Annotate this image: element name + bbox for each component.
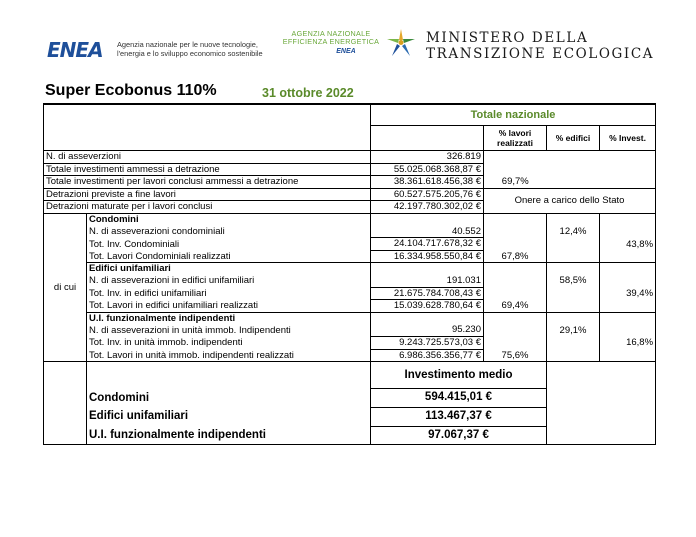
investimento-value: 113.467,37 €: [371, 407, 547, 426]
row-invest: [600, 275, 656, 287]
row-value: 60.527.575.205,76 €: [371, 188, 484, 201]
row-value: 40.552: [371, 226, 484, 238]
section-title-row: [44, 312, 656, 324]
empty-cell: [44, 407, 87, 426]
row-value: 191.031: [371, 275, 484, 287]
col-header-invest: % Invest.: [600, 126, 656, 151]
empty-cell: [547, 312, 600, 324]
investimento-label: Edifici unifamiliari: [87, 407, 371, 426]
row-edifici: [547, 287, 600, 300]
row-invest: 39,4%: [600, 287, 656, 300]
ministero-text: [426, 30, 654, 62]
section-title-row: [44, 263, 656, 275]
col-header-lavori: % lavori realizzati: [484, 126, 547, 151]
page-title: Super Ecobonus 110%: [45, 82, 217, 99]
row-value: 15.039.628.780,64 €: [371, 300, 484, 312]
row-value: 95.230: [371, 324, 484, 336]
enea-logo-mark: ENEA: [47, 38, 103, 62]
table-row: [44, 287, 656, 300]
enea-logo: [47, 38, 263, 62]
empty-cell: [371, 213, 484, 225]
header-row-1: [44, 104, 656, 126]
row-edifici: [547, 300, 600, 312]
top-row-0: [44, 151, 656, 164]
investimento-row: [44, 389, 656, 408]
row-invest: [600, 151, 656, 164]
row-lavori: 75,6%: [484, 349, 547, 362]
table-row: [44, 238, 656, 251]
row-edifici: [547, 151, 600, 164]
investimento-value: 594.415,01 €: [371, 389, 547, 408]
detrazioni-row-0: [44, 188, 656, 201]
row-edifici: 12,4%: [547, 226, 600, 238]
row-label: Tot. Lavori Condominiali realizzati: [87, 250, 371, 262]
row-edifici: 58,5%: [547, 275, 600, 287]
row-lavori: 69,4%: [484, 300, 547, 312]
row-label: Tot. Inv. Condominiali: [87, 238, 371, 251]
table-row: [44, 275, 656, 287]
row-value: 38.361.618.456,38 €: [371, 176, 484, 189]
enea-tagline: Agenzia nazionale per le nuove tecnologie, l'energia e lo sviluppo economico sostenibile: [117, 40, 263, 58]
row-value: 326.819: [371, 151, 484, 164]
row-invest: [600, 349, 656, 362]
table-row: [44, 250, 656, 262]
ministero-line-2: TRANSIZIONE ECOLOGICA: [426, 46, 655, 62]
empty-cell: [547, 263, 600, 275]
ministero-star-icon: [386, 28, 416, 58]
empty-cell: [484, 312, 547, 324]
totale-nazionale-header: Totale nazionale: [371, 104, 656, 126]
row-label: Totale investimenti per lavori conclusi ammessi a detrazione: [44, 176, 371, 189]
row-invest: 43,8%: [600, 238, 656, 251]
ministero-line-1: MINISTERO DELLA: [426, 30, 589, 46]
row-invest: [600, 324, 656, 336]
row-invest: [600, 226, 656, 238]
empty-cell: [547, 426, 656, 445]
empty-cell: [547, 213, 600, 225]
empty-cell: [600, 312, 656, 324]
empty-cell: [547, 362, 656, 389]
onere-note: Onere a carico dello Stato: [484, 188, 656, 213]
empty-cell: [600, 263, 656, 275]
agency-line-1: AGENZIA NAZIONALE: [291, 29, 371, 38]
row-value: 16.334.958.550,84 €: [371, 250, 484, 262]
section-title: U.I. funzionalmente indipendenti: [87, 312, 371, 324]
row-lavori: [484, 324, 547, 336]
top-row-1: [44, 163, 656, 176]
row-lavori: [484, 336, 547, 349]
row-value: 21.675.784.708,43 €: [371, 287, 484, 300]
empty-cell: [547, 407, 656, 426]
ecobonus-table: [43, 103, 656, 445]
row-label: Detrazioni previste a fine lavori: [44, 188, 371, 201]
row-invest: [600, 163, 656, 176]
header-empty-cell: [44, 104, 371, 126]
row-label: Tot. Lavori in edifici unifamiliari realizzati: [87, 300, 371, 312]
report-date: 31 ottobre 2022: [262, 86, 354, 100]
row-edifici: [547, 250, 600, 262]
agency-logo: [276, 30, 386, 55]
table-row: [44, 300, 656, 312]
top-row-2: [44, 176, 656, 189]
row-value: 24.104.717.678,32 €: [371, 238, 484, 251]
row-value: 42.197.780.302,02 €: [371, 201, 484, 214]
col-header-edifici: % edifici: [547, 126, 600, 151]
empty-cell: [484, 213, 547, 225]
row-value: 9.243.725.573,03 €: [371, 336, 484, 349]
row-edifici: [547, 349, 600, 362]
row-invest: [600, 300, 656, 312]
row-lavori: 67,8%: [484, 250, 547, 262]
row-lavori: 69,7%: [484, 176, 547, 189]
empty-cell: [484, 263, 547, 275]
row-label: N. di asseverzioni: [44, 151, 371, 164]
row-lavori: [484, 163, 547, 176]
row-lavori: [484, 238, 547, 251]
row-label: N. di asseverazioni condominiali: [87, 226, 371, 238]
table-row: [44, 226, 656, 238]
row-label: N. di asseverazioni in edifici unifamiliari: [87, 275, 371, 287]
investimento-medio-header: Investimento medio: [371, 362, 547, 389]
table-row: [44, 336, 656, 349]
row-edifici: [547, 176, 600, 189]
row-label: Tot. Lavori in unità immob. indipendenti realizzati: [87, 349, 371, 362]
row-lavori: [484, 275, 547, 287]
empty-cell: [44, 426, 87, 445]
empty-cell: [371, 312, 484, 324]
section-title: Condomini: [87, 213, 371, 225]
empty-cell: [547, 389, 656, 408]
header-row-2: [44, 126, 656, 151]
row-invest: [600, 176, 656, 189]
header-empty-cell-2: [44, 126, 371, 151]
row-edifici: [547, 238, 600, 251]
empty-cell: [44, 389, 87, 408]
investimento-label: U.I. funzionalmente indipendenti: [87, 426, 371, 445]
row-edifici: [547, 336, 600, 349]
empty-cell: [371, 263, 484, 275]
row-value: 6.986.356.356,77 €: [371, 349, 484, 362]
agency-logo-mark: ENEA: [336, 48, 356, 55]
empty-cell: [87, 362, 371, 389]
empty-cell: [44, 362, 87, 389]
row-label: Tot. Inv. in unità immob. indipendenti: [87, 336, 371, 349]
investimento-value: 97.067,37 €: [371, 426, 547, 445]
investimento-row: [44, 426, 656, 445]
investimento-row: [44, 407, 656, 426]
agency-line-2: EFFICIENZA ENERGETICA: [282, 37, 380, 46]
section-title-row: [44, 213, 656, 225]
section-title: Edifici unifamiliari: [87, 263, 371, 275]
row-lavori: [484, 151, 547, 164]
row-invest: [600, 250, 656, 262]
row-value: 55.025.068.368,87 €: [371, 163, 484, 176]
row-lavori: [484, 287, 547, 300]
empty-cell: [600, 213, 656, 225]
investimento-label: Condomini: [87, 389, 371, 408]
row-edifici: [547, 163, 600, 176]
row-invest: 16,8%: [600, 336, 656, 349]
logo-header: [0, 0, 696, 80]
row-label: Totale investimenti ammessi a detrazione: [44, 163, 371, 176]
di-cui-label: di cui: [44, 213, 87, 361]
row-lavori: [484, 226, 547, 238]
row-label: N. di asseverazioni in unità immob. Indipendenti: [87, 324, 371, 336]
row-label: Tot. Inv. in edifici unifamiliari: [87, 287, 371, 300]
table-row: [44, 349, 656, 362]
header-value-col: [371, 126, 484, 151]
table-row: [44, 324, 656, 336]
investimento-header-row: [44, 362, 656, 389]
row-label: Detrazioni maturate per i lavori conclusi: [44, 201, 371, 214]
row-edifici: 29,1%: [547, 324, 600, 336]
